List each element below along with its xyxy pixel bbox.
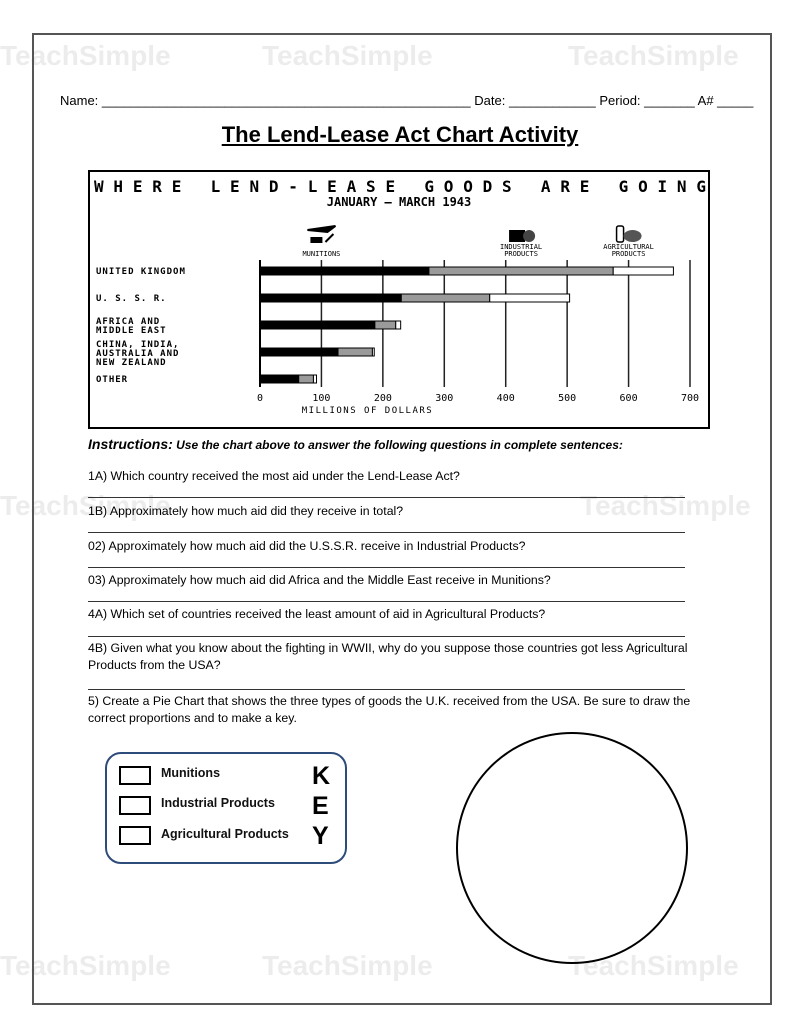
bar-industrial-products [338,348,372,356]
munitions-icon [307,226,335,242]
key-label-industrial: Industrial Products [161,796,275,810]
pie-chart-drawing-circle[interactable] [456,732,688,964]
bar-munitions [260,294,401,302]
watermark: TeachSimple [262,40,433,71]
watermark: TeachSimple [262,950,433,981]
category-label: OTHER [96,375,129,385]
category-label: U. S. S. R. [96,294,167,304]
student-info-header [60,93,753,108]
question-1b: 1B) Approximately how much aid did they receive in total? [88,504,404,518]
answer-line[interactable] [88,532,685,533]
key-swatch-munitions[interactable] [119,766,151,785]
series-label: MUNITIONS [302,250,341,258]
instructions [88,436,623,452]
instructions-text: Use the chart above to answer the following questions in complete sentences: [172,438,623,452]
agricultural-products-icon [617,226,624,242]
date-field[interactable]: Date: ____________ [474,93,596,108]
answer-line[interactable] [88,689,685,690]
x-tick-label: 600 [619,393,638,404]
bar-agricultural-products [372,348,374,356]
agricultural-products-icon-basket [624,230,642,242]
key-letter: E [312,792,329,820]
period-field[interactable]: Period: _______ [599,93,695,108]
question-4a: 4A) Which set of countries received the least amount of aid in Agricultural Products? [88,607,546,621]
category-label: AUSTRALIA AND [96,349,180,359]
category-label: NEW ZEALAND [96,358,167,368]
answer-line[interactable] [88,567,685,568]
chart-title: WHERE LEND-LEASE GOODS ARE GOING [94,177,706,196]
question-3: 03) Approximately how much aid did Africa and the Middle East receive in Munitions? [88,573,551,587]
pie-chart-key [105,752,347,864]
category-label: AFRICA AND [96,317,161,327]
x-tick-label: 100 [312,393,331,404]
series-label: PRODUCTS [504,250,538,258]
instructions-label: Instructions: [88,436,173,452]
bar-industrial-products [429,267,613,275]
bar-agricultural-products [613,267,673,275]
key-letter: Y [312,822,329,850]
watermark: TeachSimple [0,490,171,521]
bar-munitions [260,348,338,356]
assignment-number-field[interactable]: A# _____ [697,93,754,108]
watermark: TeachSimple [0,950,171,981]
answer-line[interactable] [88,636,685,637]
x-tick-label: 0 [256,393,264,404]
lend-lease-chart [88,170,710,429]
x-tick-label: 200 [373,393,392,404]
chart-svg [90,172,708,427]
bar-agricultural-products [396,321,401,329]
category-label: MIDDLE EAST [96,326,167,336]
name-field[interactable]: Name: ___________________________________________________ [60,93,471,108]
watermark: TeachSimple [568,40,739,71]
key-label-agricultural: Agricultural Products [161,827,289,841]
category-label: CHINA, INDIA, [96,340,180,350]
category-label: UNITED KINGDOM [96,267,186,277]
key-letter: K [312,762,331,790]
industrial-products-icon-gear [523,230,535,242]
watermark: TeachSimple [0,40,171,71]
series-label: AGRICULTURAL [603,243,654,251]
key-label-munitions: Munitions [161,766,221,780]
x-tick-label: 400 [496,393,515,404]
x-tick-label: 300 [435,393,454,404]
page-title: The Lend-Lease Act Chart Activity [221,122,579,147]
industrial-products-icon [509,230,525,242]
question-1a: 1A) Which country received the most aid under the Lend-Lease Act? [88,469,460,483]
bar-munitions [260,267,429,275]
bar-munitions [260,375,299,383]
series-label: INDUSTRIAL [499,243,543,251]
watermark: TeachSimple [580,490,751,521]
watermark: TeachSimple [568,950,739,981]
bar-industrial-products [401,294,489,302]
question-5: 5) Create a Pie Chart that shows the three types of goods the U.K. received from the USA. Be sure to draw the correct proportions and to make a key. [88,694,691,725]
bar-agricultural-products [490,294,570,302]
key-swatch-industrial[interactable] [119,796,151,815]
question-4b: 4B) Given what you know about the fighting in WWII, why do you suppose those countries got less Agricultural Products from the USA? [88,641,688,672]
chart-subtitle: JANUARY — MARCH 1943 [326,195,472,209]
x-tick-label: 700 [680,393,700,404]
bar-munitions [260,321,375,329]
question-2: 02) Approximately how much aid did the U.S.S.R. receive in Industrial Products? [88,539,526,553]
bar-agricultural-products [313,375,316,383]
series-label: PRODUCTS [611,250,646,258]
key-swatch-agricultural[interactable] [119,826,151,845]
bar-industrial-products [375,321,396,329]
bar-industrial-products [299,375,314,383]
answer-line[interactable] [88,497,685,498]
answer-line[interactable] [88,601,685,602]
x-tick-label: 500 [558,393,577,404]
x-axis-label: MILLIONS OF DOLLARS [301,406,434,416]
